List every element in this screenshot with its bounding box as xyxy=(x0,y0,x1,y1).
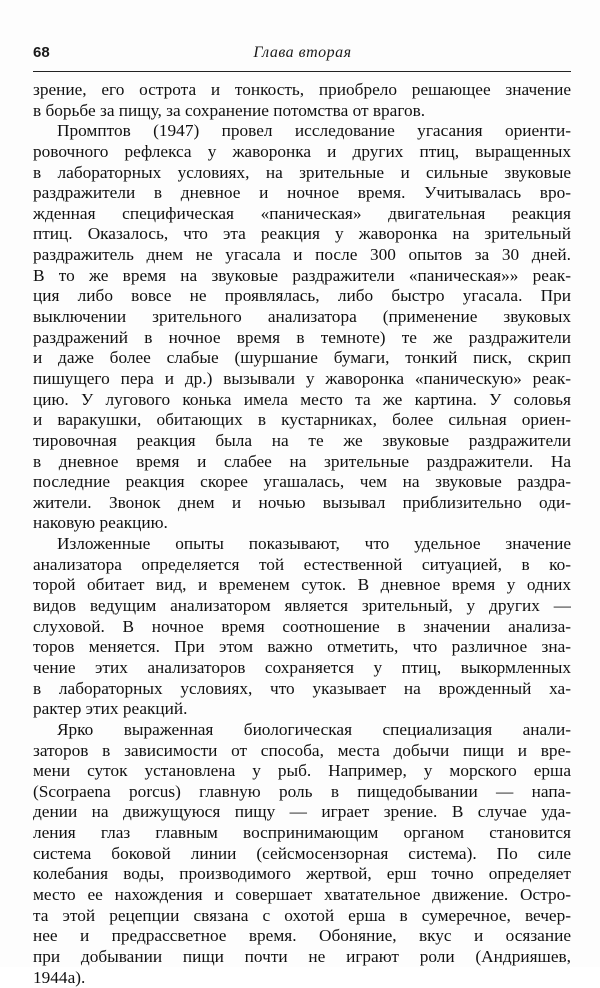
text-line: зрение, его острота и тонкость, приобрело решающее значение xyxy=(33,80,571,99)
text-line: торов меняется. При этом важно отметить, что различное зна- xyxy=(33,637,571,657)
paragraph xyxy=(33,534,571,720)
text-line: последние реакция скорее угашалась, чем на звуковые раздра- xyxy=(33,472,571,492)
text-line: видов ведущим анализатором является зрительный, у других — xyxy=(33,596,571,616)
text-line: заторов в зависимости от способа, места добычи пищи и вре- xyxy=(33,740,571,760)
text-line: ция либо вовсе не проявлялась, либо быстро угасала. При xyxy=(33,286,571,306)
text-line: колебания воды, производимого жертвой, ерш точно определяет xyxy=(33,864,571,884)
text-line: Изложенные опыты показывают, что удельное значение xyxy=(57,534,571,554)
text-line: наковую реакцию. xyxy=(33,513,168,533)
paragraph xyxy=(33,80,571,121)
text-line: (Scorpaena porcus) главную роль в пищедобывании — напа- xyxy=(33,781,571,801)
text-line: нее и предрассветное время. Обоняние, вкус и осязание xyxy=(33,926,571,946)
text-line: птиц. Оказалось, что эта реакция у жаворонка на зрительный xyxy=(33,224,571,244)
text-line: жденная специфическая «паническая» двигательная реакция xyxy=(33,203,571,223)
text-line: тировочная реакция была на те же звуковые раздражители xyxy=(33,430,571,450)
text-line: при добывании пищи почти не играют роли (Андрияшев, xyxy=(33,946,571,966)
header-rule xyxy=(33,71,571,72)
text-line: анализатора определяется той естественной ситуацией, в ко- xyxy=(33,554,571,574)
text-line: 1944а). xyxy=(33,967,86,987)
text-line: та этой рецепции связана с охотой ерша в сумеречное, вечер- xyxy=(33,905,571,925)
text-line: жители. Звонок днем и ночью вызывал приблизительно оди- xyxy=(33,492,571,512)
text-line: раздражители в дневное и ночное время. Учитывалась вро- xyxy=(33,183,571,203)
text-line: слуховой. В ночное время соотношение в значении анализа- xyxy=(33,616,571,636)
text-line: раздражитель днем не угасала и после 300 опытов за 30 дней. xyxy=(33,245,571,265)
text-line: в борьбе за пищу, за сохранение потомства от врагов. xyxy=(33,100,426,120)
text-line: чение этих анализаторов сохраняется у птиц, выкормленных xyxy=(33,657,571,677)
text-line: ления глаз главным воспринимающим органом становится xyxy=(33,823,571,843)
text-line: В то же время на звуковые раздражители «паническая»» реак- xyxy=(33,265,571,285)
text-line: в дневное время и слабее на зрительные раздражители. На xyxy=(33,451,571,471)
text-line: мени суток установлена у рыб. Например, у морского ерша xyxy=(33,761,571,781)
text-line: место ее нахождения и совершает хватательное движение. Остро- xyxy=(33,884,571,904)
text-line: и даже более слабые (шуршание бумаги, тонкий писк, скрип xyxy=(33,348,571,368)
text-line: торой обитает вид, и временем суток. В дневное время у одних xyxy=(33,575,571,595)
text-line: рактер этих реакций. xyxy=(33,699,188,719)
text-line: в лабораторных условиях, на зрительные и сильные звуковые xyxy=(33,162,571,182)
text-line: в лабораторных условиях, что указывает на врожденный ха- xyxy=(33,678,571,698)
text-line: цию. У лугового конька имела место та же картина. У соловья xyxy=(33,389,571,409)
text-line: Промптов (1947) провел исследование угасания ориенти- xyxy=(57,121,571,141)
paragraph xyxy=(33,121,571,534)
text-line: ровочного рефлекса у жаворонка и других птиц, выращенных xyxy=(33,141,571,161)
text-line: дении на движущуюся пищу — играет зрение. В случае уда- xyxy=(33,802,571,822)
paragraph xyxy=(33,720,571,988)
running-head xyxy=(33,44,572,66)
text-line: и варакушки, обитающих в кустарниках, более сильная ориен- xyxy=(33,410,571,430)
body-text xyxy=(33,80,571,988)
text-line: пишущего пера и др.) вызывали у жаворонка «паническую» реак- xyxy=(33,368,571,388)
text-line: выключении зрительного анализатора (применение звуковых xyxy=(33,307,571,327)
text-line: система боковой линии (сейсмосензорная система). По силе xyxy=(33,843,571,863)
text-line: Ярко выраженная биологическая специализация анали- xyxy=(57,719,571,739)
page-number: 68 xyxy=(33,44,50,61)
chapter-title: Глава вторая xyxy=(253,44,352,61)
text-line: раздражений в ночное время в темноте) те же раздражители xyxy=(33,327,571,347)
